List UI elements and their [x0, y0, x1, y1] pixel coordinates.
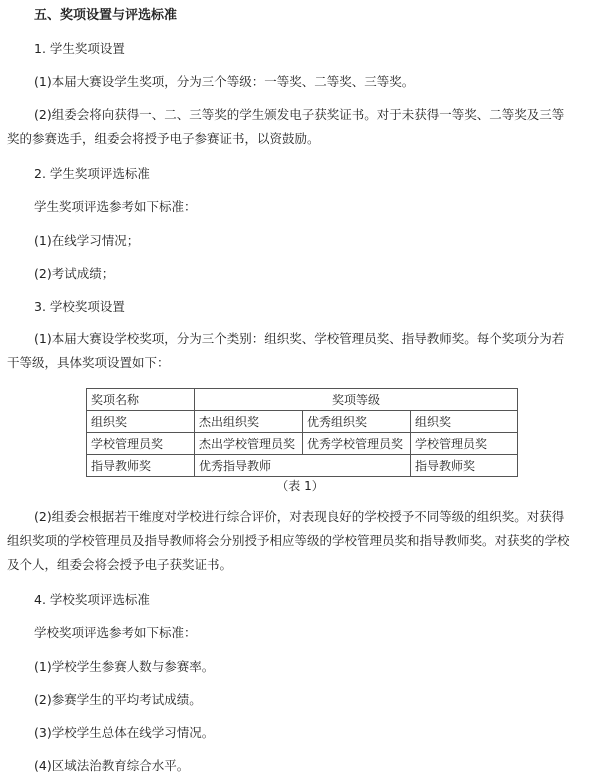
- paragraph: 学生奖项评选参考如下标准：: [34, 199, 197, 214]
- table-cell: 指导教师奖: [411, 455, 518, 477]
- paragraph: (1)本届大赛设学生奖项，分为三个等级：一等奖、二等奖、三等奖。: [34, 74, 415, 89]
- table-cell: 优秀组织奖: [303, 411, 411, 433]
- list-item: (1)在线学习情况；: [34, 233, 140, 248]
- table-cell: 优秀学校管理员奖: [303, 433, 411, 455]
- paragraph-continuation: 奖的参赛选手，组委会将授予电子参赛证书，以资鼓励。: [7, 131, 320, 146]
- table-cell: 学校管理员奖: [87, 433, 195, 455]
- paragraph: (1)本届大赛设学校奖项，分为三个类别：组织奖、学校管理员奖、指导教师奖。每个奖项分为若: [34, 331, 565, 346]
- paragraph: (2)组委会根据若干维度对学校进行综合评价，对表现良好的学校授予不同等级的组织奖。对获得: [34, 509, 565, 524]
- paragraph-continuation: 及个人，组委会将会授予电子获奖证书。: [7, 557, 233, 572]
- table-caption: （表 1）: [276, 479, 324, 493]
- heading-student-criteria: 2. 学生奖项评选标准: [34, 166, 150, 181]
- table-cell: 杰出学校管理员奖: [195, 433, 303, 455]
- list-item: (4)区域法治教育综合水平。: [34, 758, 190, 773]
- paragraph: (2)组委会将向获得一、二、三等奖的学生颁发电子获奖证书。对于未获得一等奖、二等奖及三等: [34, 107, 565, 122]
- table-cell: 组织奖: [411, 411, 518, 433]
- table-header-cell: 奖项等级: [195, 389, 518, 411]
- table-header-cell: 奖项名称: [87, 389, 195, 411]
- table-cell: 学校管理员奖: [411, 433, 518, 455]
- heading-school-criteria: 4. 学校奖项评选标准: [34, 592, 150, 607]
- table-cell: 杰出组织奖: [195, 411, 303, 433]
- list-item: (2)参赛学生的平均考试成绩。: [34, 692, 202, 707]
- table-cell: 指导教师奖: [87, 455, 195, 477]
- table-row: [87, 411, 518, 433]
- heading-student-awards: 1. 学生奖项设置: [34, 41, 125, 56]
- section-title: 五、奖项设置与评选标准: [34, 8, 178, 23]
- table-header-row: [87, 389, 518, 411]
- paragraph-continuation: 组织奖项的学校管理员及指导教师将会分别授予相应等级的学校管理员奖和指导教师奖。对获奖的学校: [7, 533, 570, 548]
- list-item: (3)学校学生总体在线学习情况。: [34, 725, 215, 740]
- paragraph-continuation: 干等级，具体奖项设置如下：: [7, 355, 170, 370]
- table-cell: 组织奖: [87, 411, 195, 433]
- table-row: [87, 455, 518, 477]
- heading-school-awards: 3. 学校奖项设置: [34, 299, 125, 314]
- paragraph: 学校奖项评选参考如下标准：: [34, 625, 197, 640]
- table-cell: 优秀指导教师: [195, 455, 411, 477]
- awards-table: [86, 388, 518, 477]
- table-row: [87, 433, 518, 455]
- list-item: (2)考试成绩；: [34, 266, 115, 281]
- list-item: (1)学校学生参赛人数与参赛率。: [34, 659, 215, 674]
